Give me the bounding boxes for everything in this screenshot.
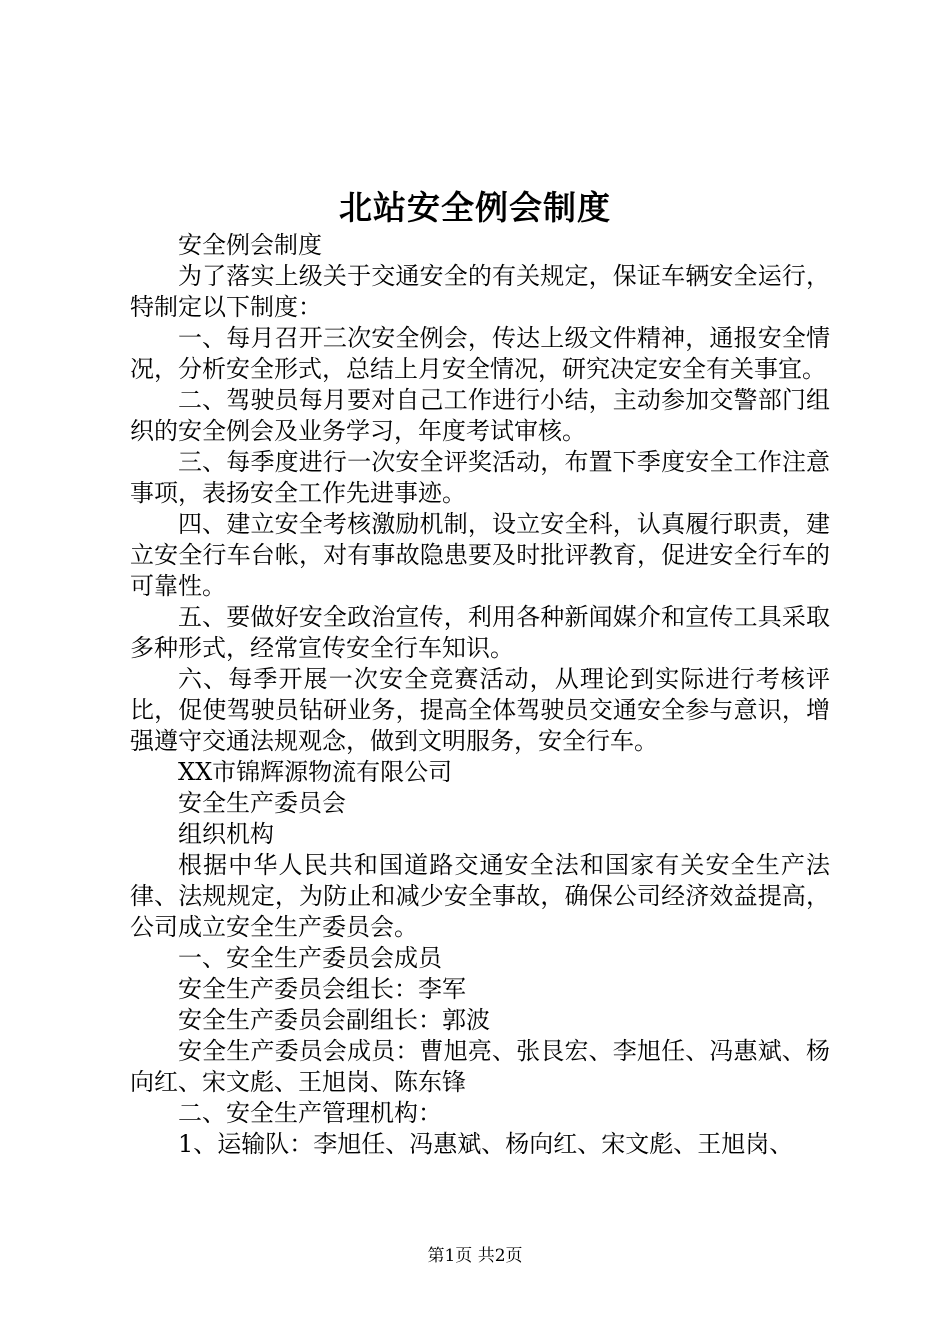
paragraph-leader: 安全生产委员会组长：李军 <box>178 975 466 1003</box>
document-title: 北站安全例会制度 <box>339 188 611 227</box>
paragraph-intro: 为了落实上级关于交通安全的有关规定，保证车辆安全运行，特制定以下制度： <box>130 262 830 321</box>
paragraph-rule-4: 四、建立安全考核激励机制，设立安全科，认真履行职责，建立安全行车台帐，对有事故隐患要及时批评教育，促进安全行车的可靠性。 <box>130 510 830 600</box>
paragraph-section-2: 二、安全生产管理机构： <box>178 1099 442 1127</box>
paragraph-members: 安全生产委员会成员：曹旭亮、张艮宏、李旭任、冯惠斌、杨向红、宋文彪、王旭岗、陈东锋 <box>130 1037 830 1096</box>
paragraph-rule-6: 六、每季开展一次安全竞赛活动，从理论到实际进行考核评比，促使驾驶员钻研业务，提高全体驾驶员交通安全参与意识，增强遵守交通法规观念，做到文明服务，安全行车。 <box>130 665 830 755</box>
paragraph-rule-3: 三、每季度进行一次安全评奖活动，布置下季度安全工作注意事项，表扬安全工作先进事迹。 <box>130 448 830 507</box>
paragraph-organization: 组织机构 <box>178 820 274 848</box>
paragraph-section-1: 一、安全生产委员会成员 <box>178 944 442 972</box>
paragraph-basis: 根据中华人民共和国道路交通安全法和国家有关安全生产法律、法规规定，为防止和减少安全事故，确保公司经济效益提高，公司成立安全生产委员会。 <box>130 851 830 941</box>
paragraph-rule-2: 二、驾驶员每月要对自己工作进行小结，主动参加交警部门组织的安全例会及业务学习，年度考试审核。 <box>130 386 830 445</box>
paragraph-rule-1: 一、每月召开三次安全例会，传达上级文件精神，通报安全情况，分析安全形式，总结上月安全情况，研究决定安全有关事宜。 <box>130 324 830 383</box>
document-body <box>130 230 830 1160</box>
paragraph-subtitle: 安全例会制度 <box>178 231 322 259</box>
page-footer: 第1页 共2页 <box>427 1246 523 1266</box>
paragraph-transport-team: 1、运输队：李旭任、冯惠斌、杨向红、宋文彪、王旭岗、 <box>178 1130 794 1158</box>
paragraph-committee: 安全生产委员会 <box>178 789 346 817</box>
paragraph-deputy-leader: 安全生产委员会副组长：郭波 <box>178 1006 490 1034</box>
paragraph-rule-5: 五、要做好安全政治宣传，利用各种新闻媒介和宣传工具采取多种形式，经常宣传安全行车知识。 <box>130 603 830 662</box>
paragraph-company: XX市锦辉源物流有限公司 <box>178 758 453 786</box>
